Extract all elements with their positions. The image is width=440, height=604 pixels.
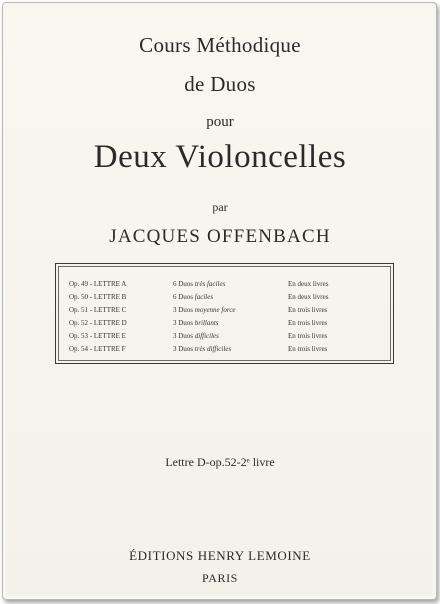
work-volumes: En trois livres: [288, 345, 328, 353]
work-opus: Op. 52 - LETTRE D: [69, 319, 127, 327]
publisher-name: ÉDITIONS HENRY LEMOINE: [129, 548, 311, 563]
title-line-1: Cours Méthodique: [139, 33, 301, 57]
title-line-2: de Duos: [184, 72, 256, 96]
work-opus: Op. 51 - LETTRE C: [69, 306, 127, 314]
composer-name: JACQUES OFFENBACH: [109, 226, 331, 247]
work-description: 3 Duos moyenne force: [173, 306, 236, 314]
main-title: Deux Violoncelles: [93, 139, 347, 175]
works-row: [56, 278, 393, 291]
by-label: par: [212, 200, 228, 214]
work-volumes: En trois livres: [288, 306, 328, 314]
work-description: 6 Duos très faciles: [173, 280, 226, 288]
works-table: [55, 263, 394, 364]
work-opus: Op. 49 - LETTRE A: [69, 280, 127, 288]
work-opus: Op. 50 - LETTRE B: [69, 293, 127, 301]
works-row: [56, 291, 393, 304]
work-description: 3 Duos difficiles: [173, 332, 219, 340]
work-volumes: En trois livres: [288, 332, 328, 340]
work-description: 6 Duos faciles: [173, 293, 214, 301]
works-row: [56, 304, 393, 317]
work-volumes: En deux livres: [288, 293, 329, 301]
edition-label: Lettre D-op.52-2ᵉ livre: [165, 455, 275, 469]
work-volumes: En trois livres: [288, 319, 328, 327]
publisher-city: PARIS: [202, 571, 238, 585]
works-row: [56, 343, 393, 356]
works-row: [56, 330, 393, 343]
title-line-3: pour: [206, 114, 234, 130]
work-opus: Op. 53 - LETTRE E: [69, 332, 126, 340]
work-opus: Op. 54 - LETTRE F: [69, 345, 126, 353]
works-row: [56, 317, 393, 330]
work-description: 3 Duos brillants: [173, 319, 219, 327]
work-volumes: En deux livres: [288, 280, 329, 288]
work-description: 3 Duos très difficiles: [173, 345, 232, 353]
